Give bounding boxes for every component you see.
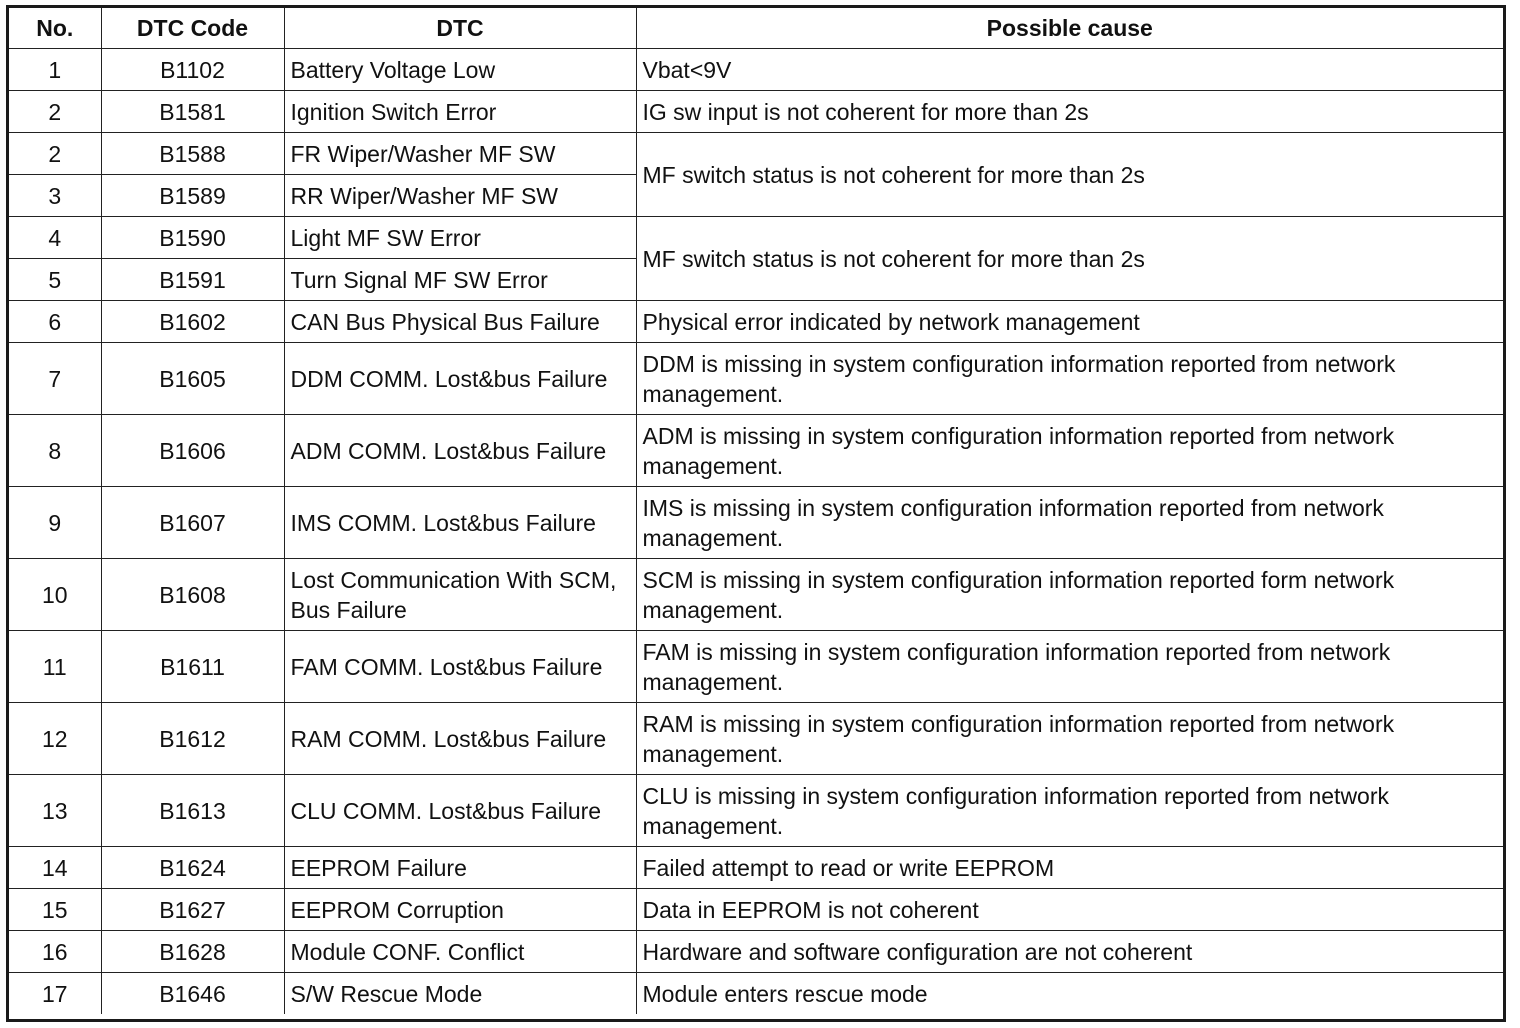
row-no: 3 <box>9 175 101 217</box>
table-row <box>9 343 1503 415</box>
row-dtc: S/W Rescue Mode <box>284 973 636 1015</box>
table-row <box>9 889 1503 931</box>
table-row <box>9 973 1503 1015</box>
row-no: 5 <box>9 259 101 301</box>
row-possible-cause: DDM is missing in system configuration information reported from network management. <box>636 343 1503 415</box>
row-possible-cause: IG sw input is not coherent for more than 2s <box>636 91 1503 133</box>
row-no: 7 <box>9 343 101 415</box>
table-row <box>9 133 1503 175</box>
row-dtc: FR Wiper/Washer MF SW <box>284 133 636 175</box>
row-dtc-code: B1605 <box>101 343 284 415</box>
row-dtc-code: B1606 <box>101 415 284 487</box>
row-dtc: Lost Communication With SCM, Bus Failure <box>284 559 636 631</box>
row-dtc: EEPROM Corruption <box>284 889 636 931</box>
row-dtc-code: B1602 <box>101 301 284 343</box>
row-dtc: DDM COMM. Lost&bus Failure <box>284 343 636 415</box>
row-possible-cause: FAM is missing in system configuration information reported from network management. <box>636 631 1503 703</box>
table-row <box>9 775 1503 847</box>
row-possible-cause: ADM is missing in system configuration information reported from network management. <box>636 415 1503 487</box>
row-dtc: Battery Voltage Low <box>284 49 636 91</box>
row-dtc: RR Wiper/Washer MF SW <box>284 175 636 217</box>
row-dtc: CAN Bus Physical Bus Failure <box>284 301 636 343</box>
row-dtc: Module CONF. Conflict <box>284 931 636 973</box>
row-dtc-code: B1591 <box>101 259 284 301</box>
row-dtc-code: B1581 <box>101 91 284 133</box>
table-row <box>9 415 1503 487</box>
row-no: 9 <box>9 487 101 559</box>
row-dtc: Light MF SW Error <box>284 217 636 259</box>
table-row <box>9 931 1503 973</box>
row-no: 2 <box>9 91 101 133</box>
row-dtc: RAM COMM. Lost&bus Failure <box>284 703 636 775</box>
row-possible-cause: MF switch status is not coherent for more than 2s <box>636 133 1503 217</box>
row-no: 15 <box>9 889 101 931</box>
row-no: 16 <box>9 931 101 973</box>
row-dtc-code: B1612 <box>101 703 284 775</box>
header-no: No. <box>9 8 101 49</box>
table-row <box>9 91 1503 133</box>
row-possible-cause: MF switch status is not coherent for more than 2s <box>636 217 1503 301</box>
row-dtc-code: B1613 <box>101 775 284 847</box>
row-possible-cause: Hardware and software configuration are not coherent <box>636 931 1503 973</box>
row-dtc-code: B1590 <box>101 217 284 259</box>
row-possible-cause: CLU is missing in system configuration information reported from network management. <box>636 775 1503 847</box>
row-dtc-code: B1102 <box>101 49 284 91</box>
row-dtc-code: B1589 <box>101 175 284 217</box>
header-dtc-code: DTC Code <box>101 8 284 49</box>
row-dtc: Turn Signal MF SW Error <box>284 259 636 301</box>
row-no: 11 <box>9 631 101 703</box>
row-no: 6 <box>9 301 101 343</box>
row-dtc-code: B1607 <box>101 487 284 559</box>
row-possible-cause: IMS is missing in system configuration information reported from network management. <box>636 487 1503 559</box>
row-dtc: ADM COMM. Lost&bus Failure <box>284 415 636 487</box>
row-no: 8 <box>9 415 101 487</box>
row-no: 4 <box>9 217 101 259</box>
row-possible-cause: Data in EEPROM is not coherent <box>636 889 1503 931</box>
table-row <box>9 49 1503 91</box>
row-possible-cause: Failed attempt to read or write EEPROM <box>636 847 1503 889</box>
row-dtc-code: B1611 <box>101 631 284 703</box>
row-no: 13 <box>9 775 101 847</box>
table-row <box>9 559 1503 631</box>
table-row <box>9 847 1503 889</box>
row-possible-cause: SCM is missing in system configuration information reported form network management. <box>636 559 1503 631</box>
row-dtc-code: B1628 <box>101 931 284 973</box>
row-no: 1 <box>9 49 101 91</box>
dtc-table <box>9 8 1503 1014</box>
row-no: 10 <box>9 559 101 631</box>
row-dtc: Ignition Switch Error <box>284 91 636 133</box>
table-row <box>9 487 1503 559</box>
row-dtc: IMS COMM. Lost&bus Failure <box>284 487 636 559</box>
row-dtc-code: B1627 <box>101 889 284 931</box>
header-row <box>9 8 1503 49</box>
row-possible-cause: Module enters rescue mode <box>636 973 1503 1015</box>
table-row <box>9 703 1503 775</box>
row-no: 12 <box>9 703 101 775</box>
dtc-table-frame <box>6 5 1506 1022</box>
row-no: 2 <box>9 133 101 175</box>
row-dtc-code: B1588 <box>101 133 284 175</box>
row-dtc: EEPROM Failure <box>284 847 636 889</box>
row-possible-cause: RAM is missing in system configuration information reported from network management. <box>636 703 1503 775</box>
row-possible-cause: Physical error indicated by network management <box>636 301 1503 343</box>
row-dtc-code: B1608 <box>101 559 284 631</box>
header-possible-cause: Possible cause <box>636 8 1503 49</box>
row-dtc-code: B1624 <box>101 847 284 889</box>
table-row <box>9 217 1503 259</box>
table-row <box>9 301 1503 343</box>
row-no: 17 <box>9 973 101 1015</box>
table-row <box>9 631 1503 703</box>
row-no: 14 <box>9 847 101 889</box>
header-dtc: DTC <box>284 8 636 49</box>
row-dtc: FAM COMM. Lost&bus Failure <box>284 631 636 703</box>
row-dtc: CLU COMM. Lost&bus Failure <box>284 775 636 847</box>
row-dtc-code: B1646 <box>101 973 284 1015</box>
row-possible-cause: Vbat<9V <box>636 49 1503 91</box>
